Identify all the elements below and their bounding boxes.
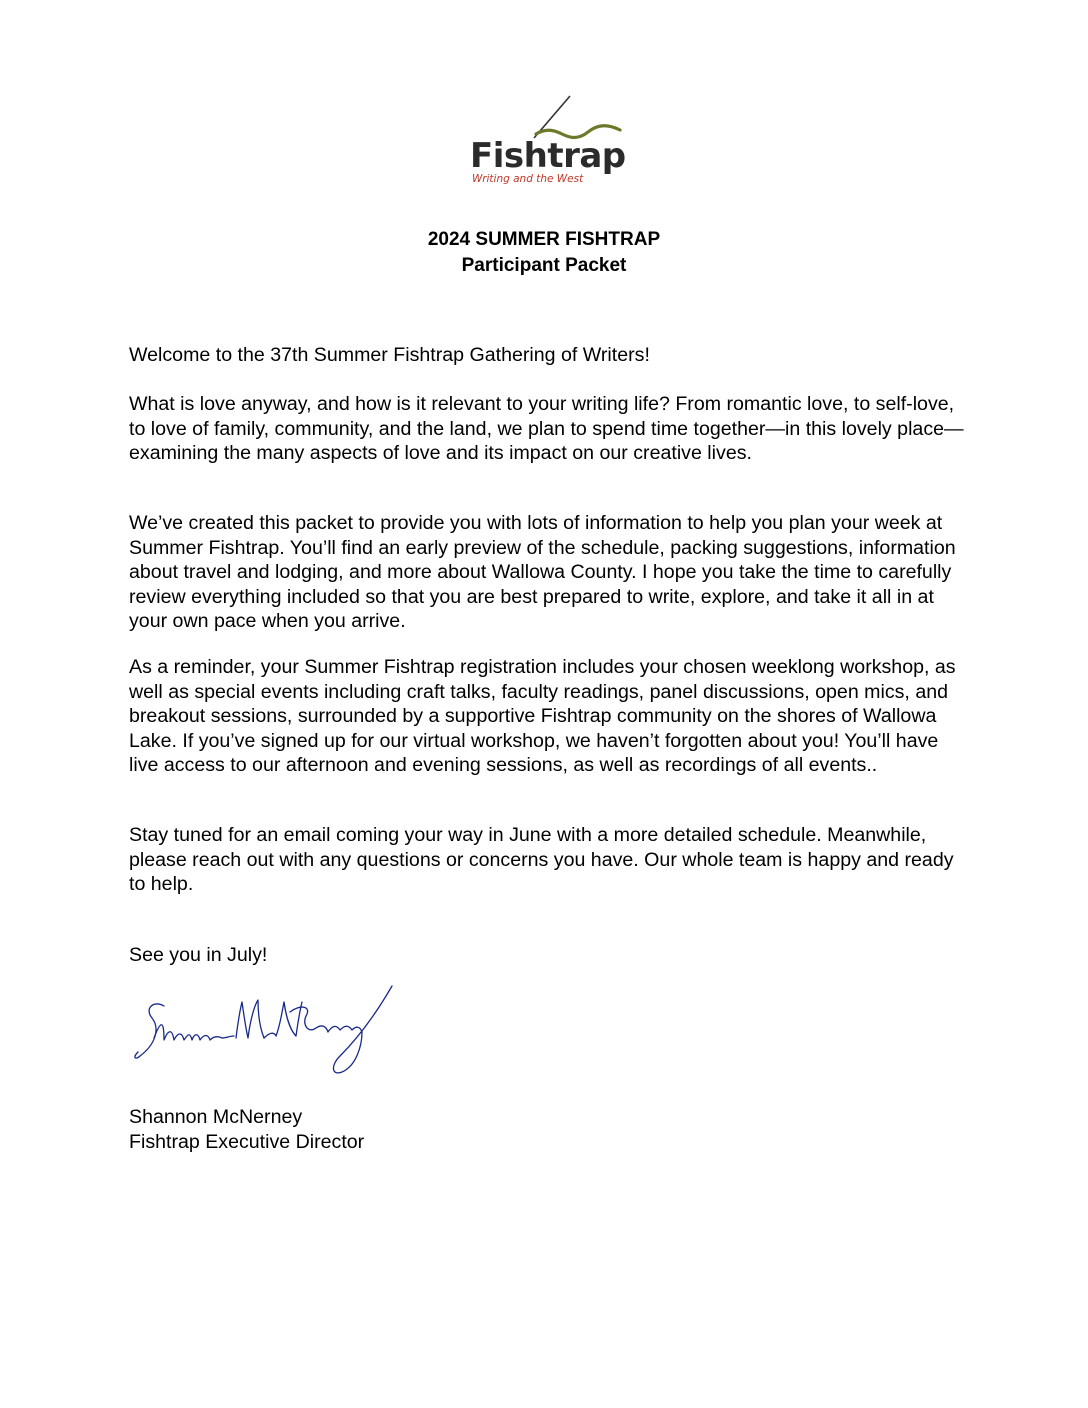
- paragraph-text: What is love anyway, and how is it relevant to your writing life? From romantic love, to self-love, to love of family, community, and the land, we plan to spend time together—in this lovely place—examining the many aspects of love and its impact on our creative lives.: [129, 393, 964, 465]
- greeting-text: Welcome to the 37th Summer Fishtrap Gathering of Writers!: [129, 344, 650, 366]
- signer-name: Shannon McNerney: [129, 1106, 303, 1128]
- fishtrap-logo: [466, 92, 626, 190]
- signer-title: Fishtrap Executive Director: [129, 1130, 365, 1153]
- closing-text: See you in July!: [129, 944, 268, 966]
- document-title: 2024 SUMMER FISHTRAP: [427, 229, 661, 250]
- paragraph: [129, 511, 969, 634]
- signer-block: [129, 1105, 364, 1154]
- document-subtitle: Participant Packet: [461, 255, 627, 276]
- paragraph: [129, 655, 969, 778]
- logo-wordmark: Fishtrap: [470, 136, 626, 176]
- handwritten-signature: [130, 982, 398, 1078]
- paragraph-text: We’ve created this packet to provide you with lots of information to help you plan your week at Summer Fishtrap. You’ll find an early preview of the schedule, packing suggestions, information about travel and lodging, and more about Wallowa County. I hope you take the time to carefully review everything included so that you are best prepared to write, explore, and take it all in at your own pace when you arrive.: [129, 512, 956, 633]
- paragraph-text: Stay tuned for an email coming your way in June with a more detailed schedule. Meanwhile, please reach out with any questions or concerns you have. Our whole team is happy and ready to help.: [129, 824, 954, 896]
- greeting: [129, 343, 969, 368]
- paragraph: [129, 392, 969, 466]
- paragraph: [129, 823, 969, 897]
- paragraph-text: As a reminder, your Summer Fishtrap registration includes your chosen weeklong workshop, as well as special events including craft talks, faculty readings, panel discussions, open mics, and breakout sessions, surrounded by a supportive Fishtrap community on the shores of Wallowa Lake. If you’ve signed up for our virtual workshop, we haven’t forgotten about you! You’ll have live access to our afternoon and evening sessions, as well as recordings of all events..: [129, 656, 956, 777]
- closing: [129, 943, 969, 968]
- logo-tagline: Writing and the West: [472, 173, 584, 185]
